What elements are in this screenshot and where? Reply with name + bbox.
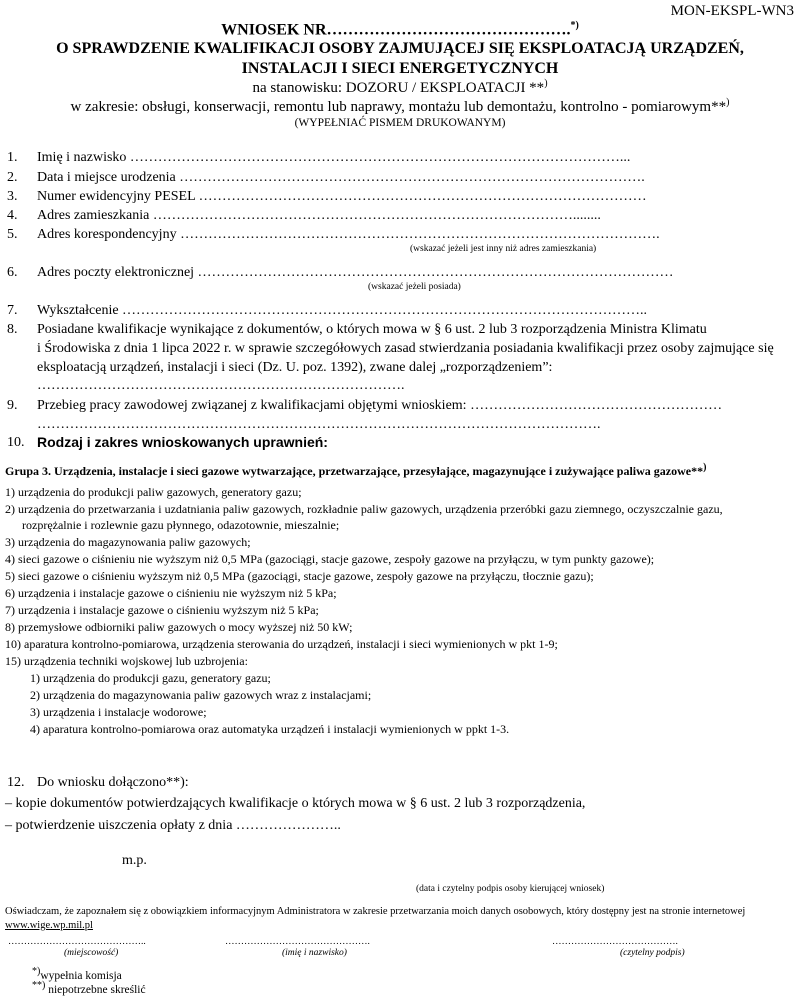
group-3-option[interactable]: 6) urządzenia i instalacje gazowe o ciśnieniu nie wyższym niż 5 kPa; xyxy=(5,586,337,600)
fill-instruction: (WYPEŁNIAĆ PISMEM DRUKOWANYM) xyxy=(294,117,506,129)
field-number: 2. xyxy=(7,170,18,185)
group-3-suboption[interactable]: 4) aparatura kontrolno-pomiarowa oraz automatyka urządzeń i instalacji wymienionych w ppkt 1-3. xyxy=(30,722,510,736)
correspondence-address-field[interactable]: Adres korespondencyjny …………………………………………………………………………………………. xyxy=(37,227,660,242)
home-address-field[interactable]: Adres zamieszkania ………………………………………………………………………………........ xyxy=(37,208,601,223)
form-subtitle-line-2: INSTALACJI I SIECI ENERGETYCZNYCH xyxy=(241,60,559,77)
email-hint: (wskazać jeżeli posiada) xyxy=(368,282,461,292)
work-history-field-continued[interactable]: …………………………………………………………………………………………………………. xyxy=(37,417,601,432)
position-text: na stanowisku: DOZORU / EKSPLOATACJI ** xyxy=(252,80,545,96)
field-number: 9. xyxy=(7,398,18,413)
email-field[interactable]: Adres poczty elektronicznej ………………………………………………………………………………………… xyxy=(37,265,674,280)
field-number: 6. xyxy=(7,265,18,280)
group-3-option[interactable]: 1) urządzenia do produkcji paliw gazowych, generatory gazu; xyxy=(5,485,302,499)
group-3-option[interactable]: 5) sieci gazowe o ciśnieniu wyższym niż 0,5 MPa (gazociągi, stacje gazowe, zespoły gazowe na przyłączu, tłocznie gazu); xyxy=(5,569,594,583)
signature-caption: (data i czytelny podpis osoby kierującej wniosek) xyxy=(416,884,605,894)
website-link[interactable]: www.wige.wp.mil.pl xyxy=(5,920,93,931)
name-dots[interactable]: ………………………………………. xyxy=(225,937,370,947)
qualifications-line-3: eksploatacją urządzeń, instalacji i sieci (Dz. U. poz. 1392), zwane dalej „rozporządzeniem”: xyxy=(37,360,553,375)
pesel-field[interactable]: Numer ewidencyjny PESEL …………………………………………………………………………………… xyxy=(37,189,647,204)
field-number: 10. xyxy=(7,435,25,450)
field-number: 5. xyxy=(7,227,18,242)
address-hint: (wskazać jeżeli jest inny niż adres zamieszkania) xyxy=(410,244,597,254)
footnote-mark: **) xyxy=(32,980,46,991)
qualifications-line-1: Posiadane kwalifikacje wynikające z dokumentów, o których mowa w § 6 ust. 2 lub 3 rozporządzenia Ministra Klimatu xyxy=(37,322,707,337)
footnote-2 xyxy=(32,980,146,996)
group-3-option-continued: rozprężalnie i rozlewnie gazu płynnego, odazotownie, mieszalnie; xyxy=(22,518,340,532)
field-number: 12. xyxy=(7,775,25,790)
signature-dots[interactable]: …………………………………. xyxy=(552,937,678,947)
group-3-option[interactable]: 3) urządzenia do magazynowania paliw gazowych; xyxy=(5,535,251,549)
field-number: 7. xyxy=(7,303,18,318)
birth-date-place-field[interactable]: Data i miejsce urodzenia ………………………………………………………………………………………. xyxy=(37,170,645,185)
footnote-2-text: niepotrzebne skreślić xyxy=(45,983,146,996)
attachment-payment-date[interactable]: – potwierdzenie uiszczenia opłaty z dnia ………………….. xyxy=(5,818,341,833)
group-3-option[interactable]: 8) przemysłowe odbiorniki paliw gazowych o mocy wyższej niż 50 kW; xyxy=(5,620,353,634)
footnote-1-text: wypełnia komisja xyxy=(40,969,122,982)
field-number: 8. xyxy=(7,322,18,337)
group-3-suboption[interactable]: 2) urządzenia do magazynowania paliw gazowych wraz z instalacjami; xyxy=(30,688,372,702)
group-3-heading-text: Grupa 3. Urządzenia, instalacje i sieci gazowe wytwarzające, przetwarzające, przesyłające, magazynujące i zużywające paliwa gazowe** xyxy=(5,464,704,478)
footnote-mark: ) xyxy=(703,462,707,473)
group-3-suboption[interactable]: 3) urządzenia i instalacje wodorowe; xyxy=(30,705,207,719)
attachment-documents[interactable]: – kopie dokumentów potwierdzających kwalifikacje o których mowa w § 6 ust. 2 lub 3 rozporządzenia, xyxy=(5,796,586,811)
group-3-option[interactable]: 10) aparatura kontrolno-pomiarowa, urządzenia sterowania do urządzeń, instalacji i sieci wymienionych w pkt 1-9; xyxy=(5,637,558,651)
scope-line xyxy=(0,97,800,116)
scope-text: w zakresie: obsługi, konserwacji, remontu lub naprawy, montażu lub demontażu, kontrolno - pomiarowym** xyxy=(70,99,727,115)
permissions-heading: Rodzaj i zakres wnioskowanych uprawnień: xyxy=(37,434,328,450)
qualifications-line-2: i Środowiska z dnia 1 lipca 2022 r. w sprawie szczegółowych zasad stwierdzania posiadania kwalifikacji przez osoby zajmujące się xyxy=(37,341,774,356)
work-history-field[interactable]: Przebieg pracy zawodowej związanej z kwalifikacjami objętymi wnioskiem: ……………………………………………… xyxy=(37,398,723,413)
stamp-place: m.p. xyxy=(122,853,147,868)
group-3-option[interactable]: 4) sieci gazowe o ciśnieniu nie wyższym niż 0,5 MPa (gazociągi, stacje gazowe, zespoły gazowe na przyłączu, w tym punkty gazowe); xyxy=(5,552,655,566)
form-subtitle-line-1: O SPRAWDZENIE KWALIFIKACJI OSOBY ZAJMUJĄCEJ SIĘ EKSPLOATACJĄ URZĄDZEŃ, xyxy=(56,40,744,57)
education-field[interactable]: Wykształcenie ………………………………………………………………………………………………….. xyxy=(37,303,648,318)
group-3-suboption[interactable]: 1) urządzenia do produkcji gazu, generatory gazu; xyxy=(30,671,271,685)
footnote-mark: *) xyxy=(570,20,579,31)
field-number: 3. xyxy=(7,189,18,204)
footnote-mark: ) xyxy=(726,97,730,108)
group-3-option[interactable]: 7) urządzenia i instalacje gazowe o ciśnieniu wyższym niż 5 kPa; xyxy=(5,603,319,617)
group-3-heading xyxy=(5,462,706,479)
name-field[interactable]: Imię i nazwisko ……………………………………………………………………………………………... xyxy=(37,150,631,165)
attachments-heading: Do wniosku dołączono**): xyxy=(37,775,189,790)
form-title xyxy=(0,20,800,39)
footnote-mark: ) xyxy=(544,78,548,89)
field-number: 4. xyxy=(7,208,18,223)
place-label: (miejscowość) xyxy=(64,948,119,958)
place-dots[interactable]: …………………………………….. xyxy=(8,937,146,947)
form-title-text: WNIOSEK NR………………………………………. xyxy=(221,21,571,39)
name-label: (imię i nazwisko) xyxy=(282,948,347,958)
document-code: MON-EKSPL-WN3 xyxy=(670,3,794,19)
position-line xyxy=(0,78,800,97)
group-3-option[interactable]: 2) urządzenia do przetwarzania i uzdatniania paliw gazowych, rozkładnie paliw gazowych, urządzenia przeróbki gazu ziemnego, oczyszczalnie gazu, xyxy=(5,502,723,516)
group-3-option[interactable]: 15) urządzenia techniki wojskowej lub uzbrojenia: xyxy=(5,654,248,668)
declaration-text: Oświadczam, że zapoznałem się z obowiązkiem informacyjnym Administratora w zakresie przetwarzania moich danych osobowych, który dostępny jest na stronie internetowej xyxy=(5,906,746,917)
qualifications-field[interactable]: ……………………………………………………………………. xyxy=(37,378,405,393)
footnote-mark: *) xyxy=(32,966,41,977)
signature-label: (czytelny podpis) xyxy=(620,948,685,958)
field-number: 1. xyxy=(7,150,18,165)
